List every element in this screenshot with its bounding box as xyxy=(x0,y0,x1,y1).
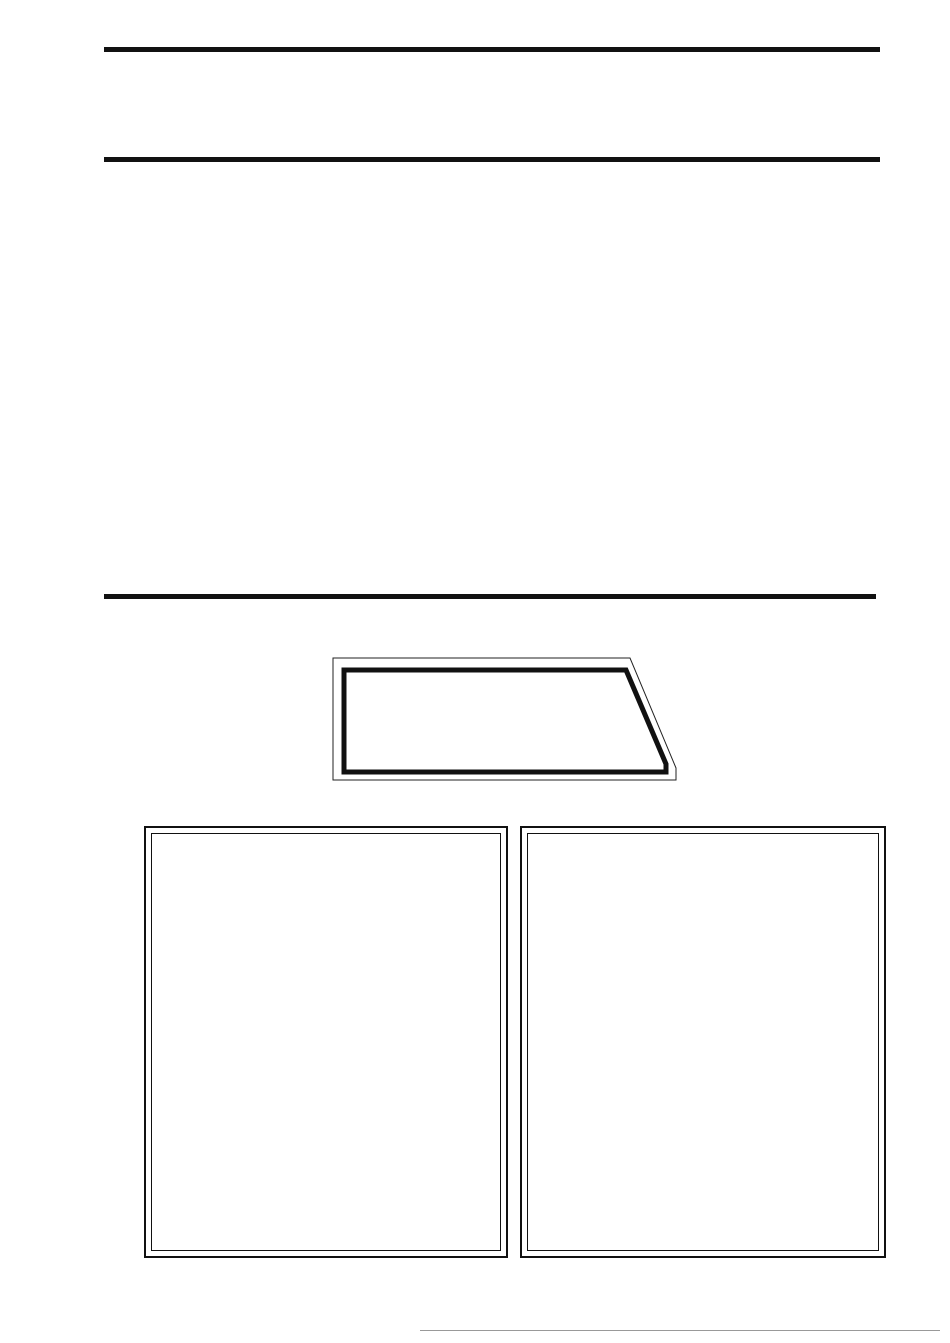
peri-top-rule xyxy=(104,594,876,599)
scart-socket-diagram xyxy=(330,652,690,792)
scart1-table xyxy=(144,826,508,1258)
bottom-scan-line xyxy=(420,1330,940,1331)
scart2-table xyxy=(520,826,886,1258)
socket-inner-outline xyxy=(344,670,666,772)
top-rule xyxy=(104,47,880,52)
socket-outer-outline xyxy=(333,658,676,780)
warning-bottom-rule xyxy=(104,157,880,162)
